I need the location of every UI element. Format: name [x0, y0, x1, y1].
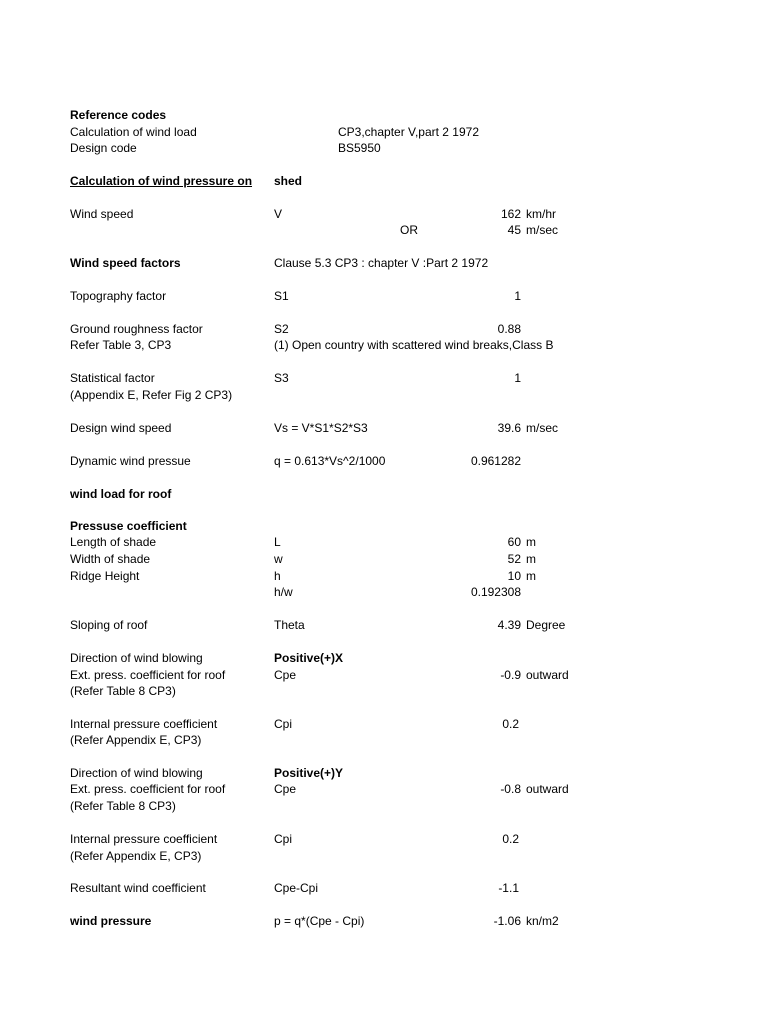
row-label: wind pressure — [70, 914, 152, 928]
row-formula: h — [274, 569, 281, 583]
row-formula: q = 0.613*Vs^2/1000 — [274, 454, 386, 468]
row-unit: outward — [526, 668, 569, 682]
row-reference: shed — [274, 174, 303, 188]
row-label: Length of shade — [70, 535, 157, 549]
row-formula: w — [274, 552, 283, 566]
row-label: Direction of wind blowing — [70, 651, 203, 665]
row-formula: Positive(+)X — [274, 651, 344, 665]
row-value: 0.2 — [502, 717, 519, 731]
row-formula: Vs = V*S1*S2*S3 — [274, 421, 368, 435]
row-label: (Appendix E, Refer Fig 2 CP3) — [70, 388, 233, 402]
row-label: Calculation of wind load — [70, 125, 197, 139]
row-label: Ridge Height — [70, 569, 140, 583]
row-label: Width of shade — [70, 552, 151, 566]
row-formula: Cpe — [274, 668, 297, 682]
row-formula: Cpe — [274, 782, 297, 796]
row-value: 45 — [507, 223, 521, 237]
row-unit: Degree — [526, 618, 566, 632]
row-formula: S3 — [274, 371, 289, 385]
row-value: -1.06 — [493, 914, 521, 928]
row-label: Reference codes — [70, 108, 167, 122]
row-label: (Refer Table 8 CP3) — [70, 799, 176, 813]
row-value: 4.39 — [497, 618, 521, 632]
row-value: 162 — [500, 207, 521, 221]
row-formula: h/w — [274, 585, 293, 599]
row-unit: m — [526, 552, 536, 566]
row-label: Topography factor — [70, 289, 167, 303]
row-value: 0.2 — [502, 832, 519, 846]
row-label: Direction of wind blowing — [70, 766, 203, 780]
row-value: 1 — [514, 371, 521, 385]
row-value: -0.9 — [500, 668, 521, 682]
row-or-label: OR — [400, 223, 418, 237]
row-value: 0.88 — [497, 322, 521, 336]
row-unit: outward — [526, 782, 569, 796]
row-unit: kn/m2 — [526, 914, 559, 928]
row-label: Ground roughness factor — [70, 322, 203, 336]
row-formula: Positive(+)Y — [274, 766, 344, 780]
row-formula: V — [274, 207, 283, 221]
row-label: Design code — [70, 141, 137, 155]
row-reference: CP3,chapter V,part 2 1972 — [338, 125, 479, 139]
row-label: Statistical factor — [70, 371, 155, 385]
row-value: 0.192308 — [470, 585, 521, 599]
row-label: Internal pressure coefficient — [70, 832, 218, 846]
row-value: 52 — [507, 552, 521, 566]
row-label: (Refer Table 8 CP3) — [70, 684, 176, 698]
row-label: Design wind speed — [70, 421, 172, 435]
row-unit: m — [526, 569, 536, 583]
row-label: Internal pressure coefficient — [70, 717, 218, 731]
row-formula: (1) Open country with scattered wind breaks,Class B — [274, 338, 554, 352]
row-unit: m/sec — [526, 421, 559, 435]
row-value: 60 — [507, 535, 521, 549]
row-value: 39.6 — [497, 421, 521, 435]
row-value: 1 — [514, 289, 521, 303]
row-label: Dynamic wind pressue — [70, 454, 191, 468]
row-formula: Cpi — [274, 717, 293, 731]
row-value: 10 — [507, 569, 521, 583]
row-label: Sloping of roof — [70, 618, 148, 632]
row-formula: S1 — [274, 289, 289, 303]
row-formula: Cpe-Cpi — [274, 881, 319, 895]
row-formula: Clause 5.3 CP3 : chapter V :Part 2 1972 — [274, 256, 489, 270]
row-value: -1.1 — [498, 881, 519, 895]
row-label: Wind speed — [70, 207, 134, 221]
row-value: 0.961282 — [470, 454, 521, 468]
row-value: -0.8 — [500, 782, 521, 796]
row-label: Refer Table 3, CP3 — [70, 338, 172, 352]
row-label: (Refer Appendix E, CP3) — [70, 849, 202, 863]
row-unit: km/hr — [526, 207, 556, 221]
row-label: Pressuse coefficient — [70, 519, 187, 533]
row-label: Ext. press. coefficient for roof — [70, 668, 226, 682]
row-label: (Refer Appendix E, CP3) — [70, 733, 202, 747]
row-formula: Cpi — [274, 832, 293, 846]
row-unit: m/sec — [526, 223, 559, 237]
row-reference: BS5950 — [338, 141, 381, 155]
row-formula: S2 — [274, 322, 289, 336]
row-label: Resultant wind coefficient — [70, 881, 206, 895]
row-unit: m — [526, 535, 536, 549]
row-formula: p = q*(Cpe - Cpi) — [274, 914, 365, 928]
row-label: wind load for roof — [70, 487, 172, 501]
row-label: Ext. press. coefficient for roof — [70, 782, 226, 796]
row-formula: L — [274, 535, 281, 549]
row-formula: Theta — [274, 618, 305, 632]
row-label: Calculation of wind pressure on — [70, 174, 253, 188]
row-label: Wind speed factors — [70, 256, 181, 270]
